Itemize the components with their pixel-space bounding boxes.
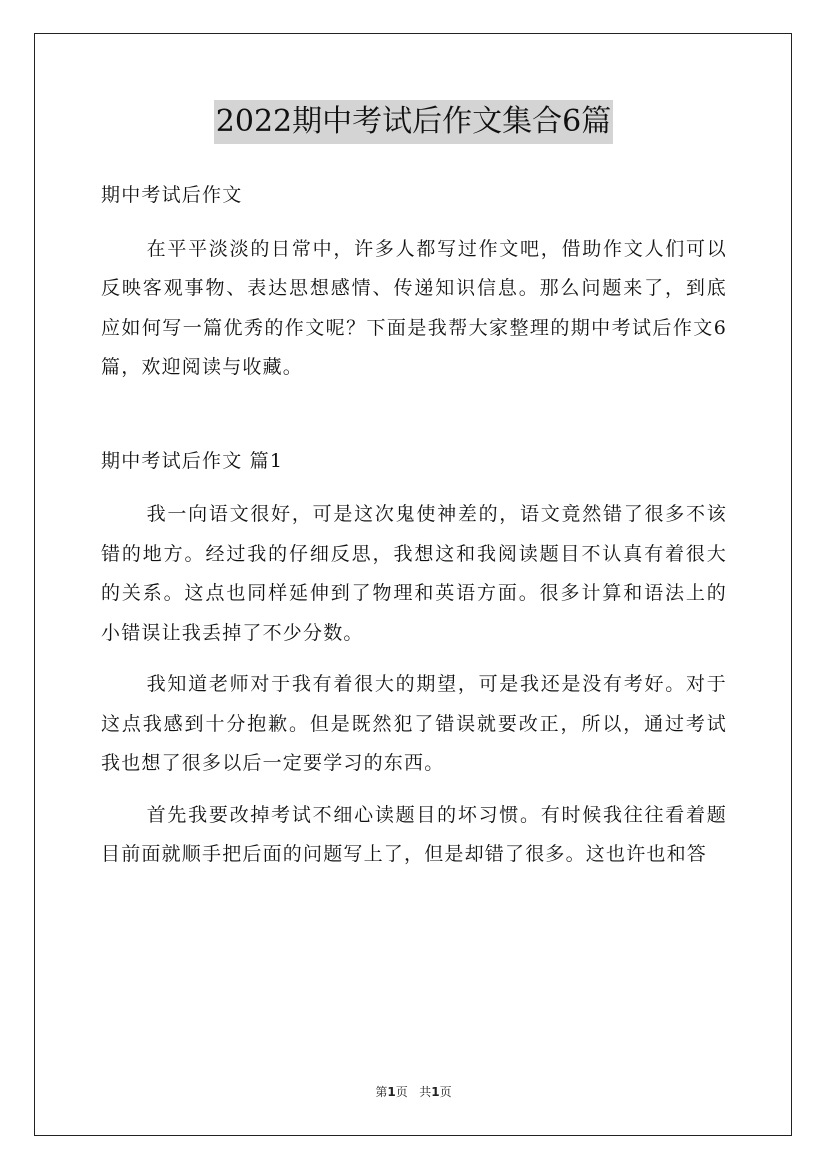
- page-footer: [0, 1083, 827, 1100]
- body-paragraph: 我一向语文很好，可是这次鬼使神差的，语文竟然错了很多不该错的地方。经过我的仔细反思，我想这和我阅读题目不认真有着很大的关系。这点也同样延伸到了物理和英语方面。很多计算和语法上的小错误让我丢掉了不少分数。: [101, 503, 727, 644]
- body-paragraph: 我知道老师对于我有着很大的期望，可是我还是没有考好。对于这点我感到十分抱歉。但是既然犯了错误就要改正，所以，通过考试我也想了很多以后一定要学习的东西。: [101, 673, 727, 774]
- page-suffix: 页: [395, 1085, 408, 1099]
- document-body: [101, 176, 727, 875]
- body-paragraph: 首先我要改掉考试不细心读题目的坏习惯。有时候我往往看着题目前面就顺手把后面的问题写上了，但是却错了很多。这也许也和答: [101, 803, 727, 865]
- section-heading-1: 期中考试后作文 篇1: [101, 449, 284, 472]
- intro-paragraph: 在平平淡淡的日常中，许多人都写过作文吧，借助作文人们可以反映客观事物、表达思想感情、传递知识信息。那么问题来了，到底应如何写一篇优秀的作文呢？下面是我帮大家整理的期中考试后作文6篇，欢迎阅读与收藏。: [101, 237, 727, 378]
- total-prefix: 共: [419, 1085, 432, 1099]
- total-suffix: 页: [439, 1085, 452, 1099]
- document-title: 2022期中考试后作文集合6篇: [214, 100, 613, 144]
- section-heading-intro: 期中考试后作文: [101, 184, 243, 206]
- page-number: 1: [387, 1085, 396, 1099]
- title-wrap: [0, 100, 827, 144]
- total-pages: 1: [431, 1085, 440, 1099]
- page-prefix: 第: [375, 1085, 388, 1099]
